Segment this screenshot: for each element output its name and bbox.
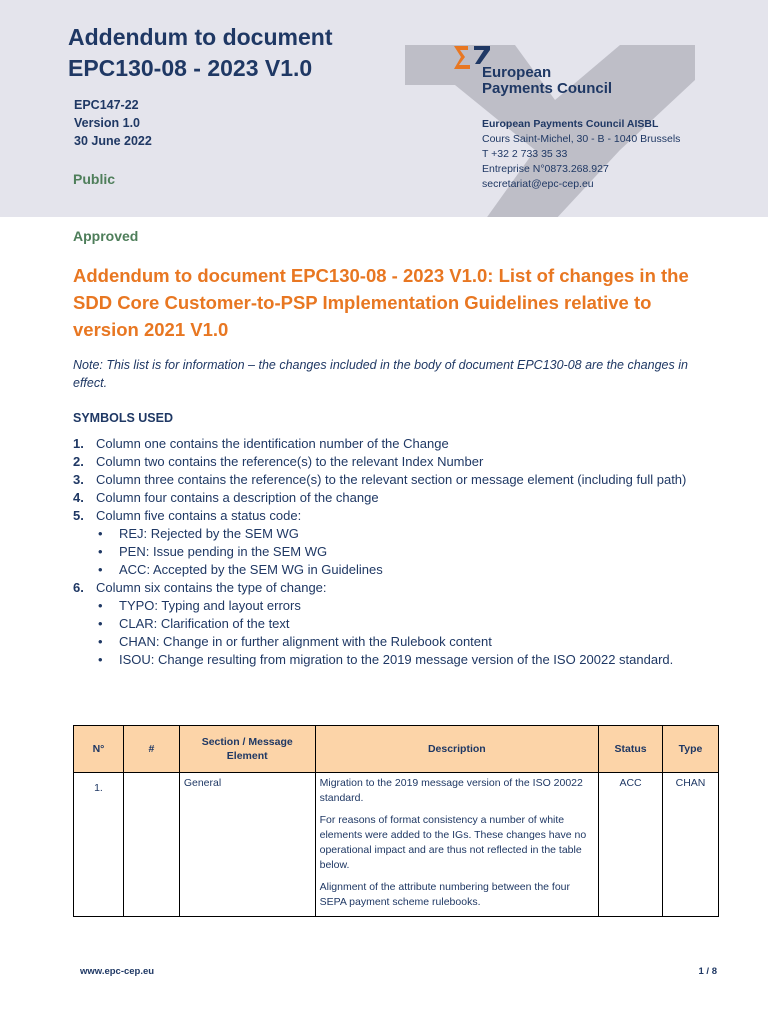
main-title: Addendum to document EPC130-08 - 2023 V1.0: List of changes in the SDD Core Customer-to-PSP Implementation Guidelines relative to version 2021 V1.0 <box>73 265 689 340</box>
change-type-list <box>96 597 713 669</box>
table-row <box>74 773 719 917</box>
list-number: 2. <box>73 454 84 469</box>
bullet-icon: • <box>98 652 103 667</box>
bullet-icon: • <box>98 544 103 559</box>
document-reference: EPC147-22 <box>74 98 139 112</box>
document-title-line-2: EPC130-08 - 2023 V1.0 <box>68 55 313 81</box>
list-item-text: Column four contains a description of the change <box>96 490 379 505</box>
sub-list-item-text: PEN: Issue pending in the SEM WG <box>119 544 328 559</box>
document-version: Version 1.0 <box>74 116 141 130</box>
bullet-icon: • <box>98 616 103 631</box>
list-item-text: Column five contains a status code: <box>96 508 302 523</box>
bullet-icon: • <box>98 526 103 541</box>
sub-list-item <box>96 615 713 633</box>
bullet-icon: • <box>98 634 103 649</box>
symbols-list-item <box>73 489 713 507</box>
sub-list-item-text: ACC: Accepted by the SEM WG in Guidelines <box>119 562 383 577</box>
column-header-number: N° <box>74 726 124 773</box>
document-date: 30 June 2022 <box>74 134 152 148</box>
sub-list-item <box>96 525 713 543</box>
list-item-text: Column three contains the reference(s) to the relevant section or message element (including full path) <box>96 472 687 487</box>
column-header-index: # <box>123 726 179 773</box>
symbols-list-item <box>73 471 713 489</box>
bullet-icon: • <box>98 562 103 577</box>
epc-logo-text <box>482 65 612 97</box>
classification-label: Public <box>73 171 116 187</box>
description-paragraph: Alignment of the attribute numbering between the four SEPA payment scheme rulebooks. <box>319 881 571 908</box>
cell-status: ACC <box>599 773 663 917</box>
address-phone: T +32 2 733 35 33 <box>482 148 568 160</box>
cell-description <box>315 773 598 917</box>
footer-page-number: 1 / 8 <box>698 966 717 977</box>
description-paragraph: Migration to the 2019 message version of the ISO 20022 standard. <box>319 777 583 804</box>
sub-list-item-text: CHAN: Change in or further alignment with the Rulebook content <box>119 634 492 649</box>
sub-list-item-text: TYPO: Typing and layout errors <box>119 598 301 613</box>
changes-table <box>73 725 719 917</box>
address-block <box>482 117 680 192</box>
address-org: European Payments Council AISBL <box>482 118 659 130</box>
document-meta <box>74 96 152 150</box>
bullet-icon: • <box>98 598 103 613</box>
address-street: Cours Saint-Michel, 30 - B - 1040 Brussels <box>482 133 681 145</box>
document-title <box>68 22 332 84</box>
footer-website-link[interactable]: www.epc-cep.eu <box>80 966 155 977</box>
sub-list-item-text: REJ: Rejected by the SEM WG <box>119 526 299 541</box>
sub-list-item-text: CLAR: Clarification of the text <box>119 616 290 631</box>
symbols-list-item <box>73 579 713 669</box>
approval-status: Approved <box>73 228 139 244</box>
sub-list-item <box>96 633 713 651</box>
sub-list-item <box>96 651 713 669</box>
sub-list-item <box>96 597 713 615</box>
list-item-text: Column six contains the type of change: <box>96 580 327 595</box>
column-header-status: Status <box>599 726 663 773</box>
sub-list-item <box>96 543 713 561</box>
list-number: 5. <box>73 508 84 523</box>
list-number: 6. <box>73 580 84 595</box>
symbols-list-item <box>73 453 713 471</box>
sub-list-item-text: ISOU: Change resulting from migration to the 2019 message version of the ISO 20022 standard. <box>119 652 674 667</box>
symbols-list-item <box>73 507 713 579</box>
description-paragraph: For reasons of format consistency a number of white elements were added to the IGs. These changes have no operational impact and are thus not reflected in the table below. <box>319 814 587 871</box>
note-text: Note: This list is for information – the changes included in the body of document EPC130-08 are the changes in effect. <box>73 358 688 390</box>
list-item-text: Column one contains the identification number of the Change <box>96 436 449 451</box>
address-enterprise: Entreprise N°0873.268.927 <box>482 163 609 175</box>
list-number: 1. <box>73 436 84 451</box>
column-header-section: Section / Message Element <box>179 726 315 773</box>
logo-line-2: Payments Council <box>482 80 613 97</box>
symbols-list-item <box>73 435 713 453</box>
list-item-text: Column two contains the reference(s) to the relevant Index Number <box>96 454 484 469</box>
column-header-description: Description <box>315 726 598 773</box>
symbols-heading: SYMBOLS USED <box>73 411 174 425</box>
status-code-list <box>96 525 713 579</box>
list-number: 4. <box>73 490 84 505</box>
document-title-line-1: Addendum to document <box>68 24 333 50</box>
cell-number: 1. <box>74 773 124 917</box>
table-header-row <box>74 726 719 773</box>
cell-section: General <box>179 773 315 917</box>
sub-list-item <box>96 561 713 579</box>
list-number: 3. <box>73 472 84 487</box>
symbols-list <box>73 435 713 669</box>
address-email[interactable]: secretariat@epc-cep.eu <box>482 178 594 190</box>
column-header-type: Type <box>663 726 719 773</box>
logo-line-1: European <box>482 64 552 81</box>
cell-index <box>123 773 179 917</box>
cell-type: CHAN <box>663 773 719 917</box>
